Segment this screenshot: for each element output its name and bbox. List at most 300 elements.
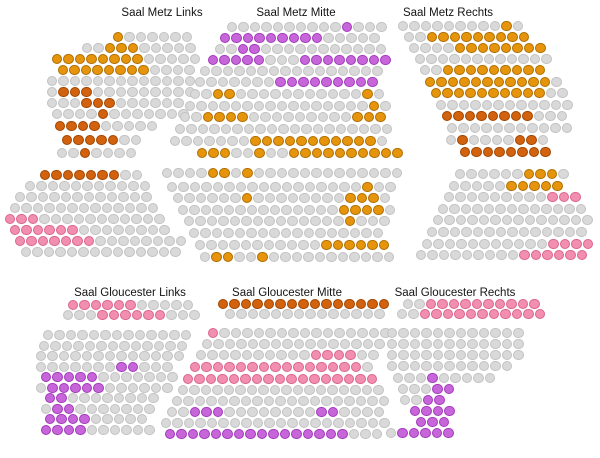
- seat[interactable]: [74, 214, 85, 225]
- seat[interactable]: [455, 21, 466, 32]
- seat[interactable]: [178, 182, 189, 193]
- seat[interactable]: [89, 330, 100, 341]
- seat[interactable]: [213, 89, 224, 100]
- seat[interactable]: [213, 182, 224, 193]
- seat[interactable]: [148, 225, 159, 236]
- seat[interactable]: [540, 77, 551, 88]
- seat[interactable]: [207, 216, 218, 227]
- seat[interactable]: [55, 121, 66, 132]
- seat[interactable]: [501, 43, 512, 54]
- seat[interactable]: [96, 135, 107, 146]
- seat[interactable]: [271, 309, 282, 320]
- seat[interactable]: [427, 250, 438, 261]
- seat[interactable]: [263, 374, 274, 385]
- seat[interactable]: [268, 429, 279, 440]
- seat[interactable]: [502, 350, 513, 361]
- seat[interactable]: [62, 135, 73, 146]
- seat[interactable]: [234, 429, 245, 440]
- seat[interactable]: [421, 21, 432, 32]
- seat[interactable]: [276, 193, 287, 204]
- seat[interactable]: [126, 148, 137, 159]
- seat[interactable]: [525, 215, 536, 226]
- seat[interactable]: [469, 135, 480, 146]
- seat[interactable]: [244, 124, 255, 135]
- seat[interactable]: [304, 385, 315, 396]
- seat[interactable]: [335, 148, 346, 159]
- seat[interactable]: [454, 309, 465, 320]
- seat[interactable]: [506, 147, 517, 158]
- seat[interactable]: [264, 216, 275, 227]
- seat[interactable]: [33, 203, 44, 214]
- seat[interactable]: [444, 350, 455, 361]
- seat[interactable]: [381, 148, 392, 159]
- seat[interactable]: [196, 168, 207, 179]
- seat[interactable]: [85, 214, 96, 225]
- seat[interactable]: [211, 252, 222, 263]
- seat[interactable]: [436, 77, 447, 88]
- seat[interactable]: [519, 32, 530, 43]
- seat[interactable]: [114, 300, 125, 311]
- seat[interactable]: [321, 299, 332, 310]
- seat[interactable]: [513, 21, 524, 32]
- seat[interactable]: [319, 136, 330, 147]
- seat[interactable]: [456, 239, 467, 250]
- seat[interactable]: [266, 33, 277, 44]
- seat[interactable]: [91, 393, 102, 404]
- seat[interactable]: [512, 65, 523, 76]
- seat[interactable]: [316, 407, 327, 418]
- seat[interactable]: [443, 309, 454, 320]
- seat[interactable]: [248, 309, 259, 320]
- seat[interactable]: [166, 310, 177, 321]
- seat[interactable]: [316, 362, 327, 373]
- seat[interactable]: [359, 124, 370, 135]
- seat[interactable]: [490, 21, 501, 32]
- seat[interactable]: [275, 240, 286, 251]
- seat[interactable]: [64, 404, 75, 415]
- seat[interactable]: [432, 21, 443, 32]
- seat[interactable]: [201, 407, 212, 418]
- seat[interactable]: [63, 170, 74, 181]
- seat[interactable]: [322, 418, 333, 429]
- seat[interactable]: [217, 374, 228, 385]
- seat[interactable]: [453, 111, 464, 122]
- seat[interactable]: [218, 77, 229, 88]
- seat[interactable]: [484, 227, 495, 238]
- seat[interactable]: [39, 214, 50, 225]
- seat[interactable]: [397, 428, 408, 439]
- seat[interactable]: [165, 429, 176, 440]
- seat[interactable]: [241, 299, 252, 310]
- seat[interactable]: [120, 214, 131, 225]
- seat[interactable]: [303, 66, 314, 77]
- seat[interactable]: [247, 89, 258, 100]
- seat[interactable]: [90, 225, 101, 236]
- seat[interactable]: [439, 250, 450, 261]
- seat[interactable]: [310, 299, 321, 310]
- seat[interactable]: [93, 43, 104, 54]
- seat[interactable]: [304, 205, 315, 216]
- seat[interactable]: [255, 124, 266, 135]
- seat[interactable]: [183, 300, 194, 311]
- seat[interactable]: [470, 100, 481, 111]
- seat[interactable]: [155, 109, 166, 120]
- seat[interactable]: [47, 362, 58, 373]
- seat[interactable]: [178, 205, 189, 216]
- seat[interactable]: [44, 203, 55, 214]
- seat[interactable]: [300, 328, 311, 339]
- seat[interactable]: [150, 76, 161, 87]
- seat[interactable]: [398, 21, 409, 32]
- seat[interactable]: [333, 299, 344, 310]
- seat[interactable]: [81, 87, 92, 98]
- seat[interactable]: [162, 383, 173, 394]
- seat[interactable]: [211, 66, 222, 77]
- seat[interactable]: [357, 55, 368, 66]
- seat[interactable]: [374, 339, 385, 350]
- seat[interactable]: [196, 101, 207, 112]
- seat[interactable]: [313, 124, 324, 135]
- seat[interactable]: [473, 227, 484, 238]
- seat[interactable]: [512, 309, 523, 320]
- seat[interactable]: [507, 54, 518, 65]
- seat[interactable]: [374, 407, 385, 418]
- seat[interactable]: [55, 247, 66, 258]
- seat[interactable]: [58, 98, 69, 109]
- seat[interactable]: [58, 65, 69, 76]
- seat[interactable]: [494, 77, 505, 88]
- seat[interactable]: [298, 396, 309, 407]
- seat[interactable]: [369, 168, 380, 179]
- seat[interactable]: [67, 225, 78, 236]
- seat[interactable]: [36, 351, 47, 362]
- seat[interactable]: [392, 148, 403, 159]
- seat[interactable]: [21, 203, 32, 214]
- seat[interactable]: [115, 65, 126, 76]
- seat[interactable]: [326, 66, 337, 77]
- seat[interactable]: [525, 239, 536, 250]
- seat[interactable]: [230, 193, 241, 204]
- seat[interactable]: [63, 310, 74, 321]
- seat[interactable]: [333, 240, 344, 251]
- seat[interactable]: [116, 43, 127, 54]
- seat[interactable]: [49, 192, 60, 203]
- seat[interactable]: [512, 43, 523, 54]
- seat[interactable]: [258, 228, 269, 239]
- seat[interactable]: [450, 373, 461, 384]
- seat[interactable]: [52, 109, 63, 120]
- seat[interactable]: [172, 396, 183, 407]
- seat[interactable]: [368, 350, 379, 361]
- seat[interactable]: [33, 225, 44, 236]
- seat[interactable]: [459, 100, 470, 111]
- seat[interactable]: [125, 300, 136, 311]
- seat[interactable]: [517, 77, 528, 88]
- seat[interactable]: [270, 205, 281, 216]
- seat[interactable]: [200, 228, 211, 239]
- seat[interactable]: [282, 407, 293, 418]
- seat[interactable]: [393, 373, 404, 384]
- seat[interactable]: [201, 362, 212, 373]
- seat[interactable]: [167, 372, 178, 383]
- seat[interactable]: [500, 65, 511, 76]
- seat[interactable]: [261, 44, 272, 55]
- seat[interactable]: [373, 385, 384, 396]
- seat[interactable]: [530, 204, 541, 215]
- seat[interactable]: [438, 54, 449, 65]
- seat[interactable]: [310, 240, 321, 251]
- seat[interactable]: [495, 181, 506, 192]
- seat[interactable]: [373, 205, 384, 216]
- seat[interactable]: [38, 192, 49, 203]
- seat[interactable]: [479, 239, 490, 250]
- seat[interactable]: [346, 328, 357, 339]
- seat[interactable]: [344, 396, 355, 407]
- seat[interactable]: [470, 123, 481, 134]
- seat[interactable]: [223, 252, 234, 263]
- seat[interactable]: [311, 168, 322, 179]
- seat[interactable]: [49, 236, 60, 247]
- seat[interactable]: [427, 417, 438, 428]
- seat[interactable]: [485, 373, 496, 384]
- seat[interactable]: [102, 393, 113, 404]
- seat[interactable]: [514, 239, 525, 250]
- seat[interactable]: [465, 111, 476, 122]
- seat[interactable]: [361, 228, 372, 239]
- seat[interactable]: [376, 44, 387, 55]
- seat[interactable]: [150, 98, 161, 109]
- seat[interactable]: [109, 310, 120, 321]
- seat[interactable]: [252, 299, 263, 310]
- seat[interactable]: [356, 77, 367, 88]
- seat[interactable]: [332, 374, 343, 385]
- seat[interactable]: [467, 328, 478, 339]
- seat[interactable]: [270, 362, 281, 373]
- seat[interactable]: [535, 309, 546, 320]
- seat[interactable]: [571, 239, 582, 250]
- seat[interactable]: [96, 341, 107, 352]
- seat[interactable]: [253, 418, 264, 429]
- seat[interactable]: [287, 418, 298, 429]
- seat[interactable]: [203, 112, 214, 123]
- seat[interactable]: [74, 310, 85, 321]
- seat[interactable]: [479, 339, 490, 350]
- seat[interactable]: [237, 112, 248, 123]
- seat[interactable]: [484, 204, 495, 215]
- seat[interactable]: [206, 240, 217, 251]
- seat[interactable]: [372, 429, 383, 440]
- seat[interactable]: [207, 193, 218, 204]
- seat[interactable]: [254, 168, 265, 179]
- seat[interactable]: [174, 351, 185, 362]
- seat[interactable]: [349, 429, 360, 440]
- seat[interactable]: [236, 89, 247, 100]
- seat[interactable]: [223, 228, 234, 239]
- seat[interactable]: [345, 418, 356, 429]
- seat[interactable]: [309, 374, 320, 385]
- seat[interactable]: [345, 216, 356, 227]
- seat[interactable]: [409, 43, 420, 54]
- seat[interactable]: [432, 384, 443, 395]
- seat[interactable]: [478, 192, 489, 203]
- seat[interactable]: [380, 101, 391, 112]
- seat[interactable]: [411, 395, 422, 406]
- seat[interactable]: [97, 170, 108, 181]
- seat[interactable]: [223, 66, 234, 77]
- seat[interactable]: [137, 414, 148, 425]
- seat[interactable]: [153, 236, 164, 247]
- seat[interactable]: [95, 236, 106, 247]
- seat[interactable]: [307, 44, 318, 55]
- seat[interactable]: [270, 385, 281, 396]
- seat[interactable]: [284, 44, 295, 55]
- seat[interactable]: [467, 361, 478, 372]
- seat[interactable]: [299, 193, 310, 204]
- seat[interactable]: [150, 65, 161, 76]
- seat[interactable]: [554, 250, 565, 261]
- seat[interactable]: [162, 76, 173, 87]
- seat[interactable]: [490, 339, 501, 350]
- seat[interactable]: [344, 240, 355, 251]
- seat[interactable]: [26, 236, 37, 247]
- seat[interactable]: [316, 89, 327, 100]
- seat[interactable]: [64, 425, 75, 436]
- seat[interactable]: [183, 374, 194, 385]
- seat[interactable]: [5, 214, 16, 225]
- seat[interactable]: [69, 65, 80, 76]
- seat[interactable]: [339, 89, 350, 100]
- seat[interactable]: [370, 124, 381, 135]
- seat[interactable]: [310, 216, 321, 227]
- seat[interactable]: [364, 112, 375, 123]
- seat[interactable]: [70, 98, 81, 109]
- seat[interactable]: [84, 192, 95, 203]
- seat[interactable]: [183, 396, 194, 407]
- seat[interactable]: [408, 309, 419, 320]
- seat[interactable]: [146, 330, 157, 341]
- seat[interactable]: [98, 404, 109, 415]
- seat[interactable]: [340, 309, 351, 320]
- seat[interactable]: [167, 407, 178, 418]
- seat[interactable]: [565, 250, 576, 261]
- seat[interactable]: [321, 396, 332, 407]
- seat[interactable]: [500, 88, 511, 99]
- seat[interactable]: [416, 373, 427, 384]
- seat[interactable]: [293, 407, 304, 418]
- seat[interactable]: [64, 372, 75, 383]
- seat[interactable]: [456, 215, 467, 226]
- seat[interactable]: [266, 148, 277, 159]
- seat[interactable]: [264, 299, 275, 310]
- seat[interactable]: [335, 33, 346, 44]
- seat[interactable]: [275, 77, 286, 88]
- seat[interactable]: [277, 328, 288, 339]
- seat[interactable]: [118, 192, 129, 203]
- seat[interactable]: [224, 182, 235, 193]
- seat[interactable]: [404, 373, 415, 384]
- seat[interactable]: [471, 147, 482, 158]
- seat[interactable]: [358, 148, 369, 159]
- seat[interactable]: [553, 227, 564, 238]
- seat[interactable]: [269, 66, 280, 77]
- seat[interactable]: [77, 330, 88, 341]
- seat[interactable]: [141, 236, 152, 247]
- seat[interactable]: [508, 250, 519, 261]
- seat[interactable]: [56, 203, 67, 214]
- seat[interactable]: [312, 148, 323, 159]
- seat[interactable]: [252, 240, 263, 251]
- seat[interactable]: [127, 87, 138, 98]
- seat[interactable]: [229, 240, 240, 251]
- seat[interactable]: [253, 350, 264, 361]
- seat[interactable]: [317, 339, 328, 350]
- seat[interactable]: [472, 54, 483, 65]
- seat[interactable]: [93, 362, 104, 373]
- seat[interactable]: [404, 32, 415, 43]
- seat[interactable]: [116, 383, 127, 394]
- seat[interactable]: [259, 339, 270, 350]
- seat[interactable]: [123, 330, 134, 341]
- seat[interactable]: [36, 181, 47, 192]
- seat[interactable]: [90, 203, 101, 214]
- seat[interactable]: [224, 89, 235, 100]
- seat[interactable]: [221, 124, 232, 135]
- seat[interactable]: [241, 77, 252, 88]
- seat[interactable]: [231, 101, 242, 112]
- seat[interactable]: [41, 404, 52, 415]
- seat[interactable]: [398, 328, 409, 339]
- seat[interactable]: [75, 404, 86, 415]
- seat[interactable]: [414, 299, 425, 310]
- seat[interactable]: [241, 418, 252, 429]
- seat[interactable]: [248, 339, 259, 350]
- seat[interactable]: [161, 418, 172, 429]
- seat[interactable]: [272, 44, 283, 55]
- seat[interactable]: [356, 396, 367, 407]
- seat[interactable]: [10, 203, 21, 214]
- seat[interactable]: [444, 406, 455, 417]
- seat[interactable]: [185, 43, 196, 54]
- seat[interactable]: [257, 429, 268, 440]
- seat[interactable]: [473, 250, 484, 261]
- seat[interactable]: [416, 250, 427, 261]
- seat[interactable]: [315, 252, 326, 263]
- seat[interactable]: [334, 168, 345, 179]
- seat[interactable]: [54, 330, 65, 341]
- seat[interactable]: [367, 77, 378, 88]
- seat[interactable]: [79, 203, 90, 214]
- seat[interactable]: [82, 351, 93, 362]
- seat[interactable]: [175, 124, 186, 135]
- seat[interactable]: [287, 77, 298, 88]
- seat[interactable]: [448, 77, 459, 88]
- seat[interactable]: [136, 32, 147, 43]
- seat[interactable]: [458, 123, 469, 134]
- seat[interactable]: [311, 193, 322, 204]
- seat[interactable]: [519, 227, 530, 238]
- seat[interactable]: [130, 236, 141, 247]
- seat[interactable]: [565, 227, 576, 238]
- seat[interactable]: [529, 147, 540, 158]
- seat[interactable]: [331, 136, 342, 147]
- seat[interactable]: [398, 361, 409, 372]
- seat[interactable]: [293, 89, 304, 100]
- seat[interactable]: [202, 339, 213, 350]
- seat[interactable]: [495, 299, 506, 310]
- seat[interactable]: [488, 88, 499, 99]
- seat[interactable]: [102, 225, 113, 236]
- seat[interactable]: [444, 361, 455, 372]
